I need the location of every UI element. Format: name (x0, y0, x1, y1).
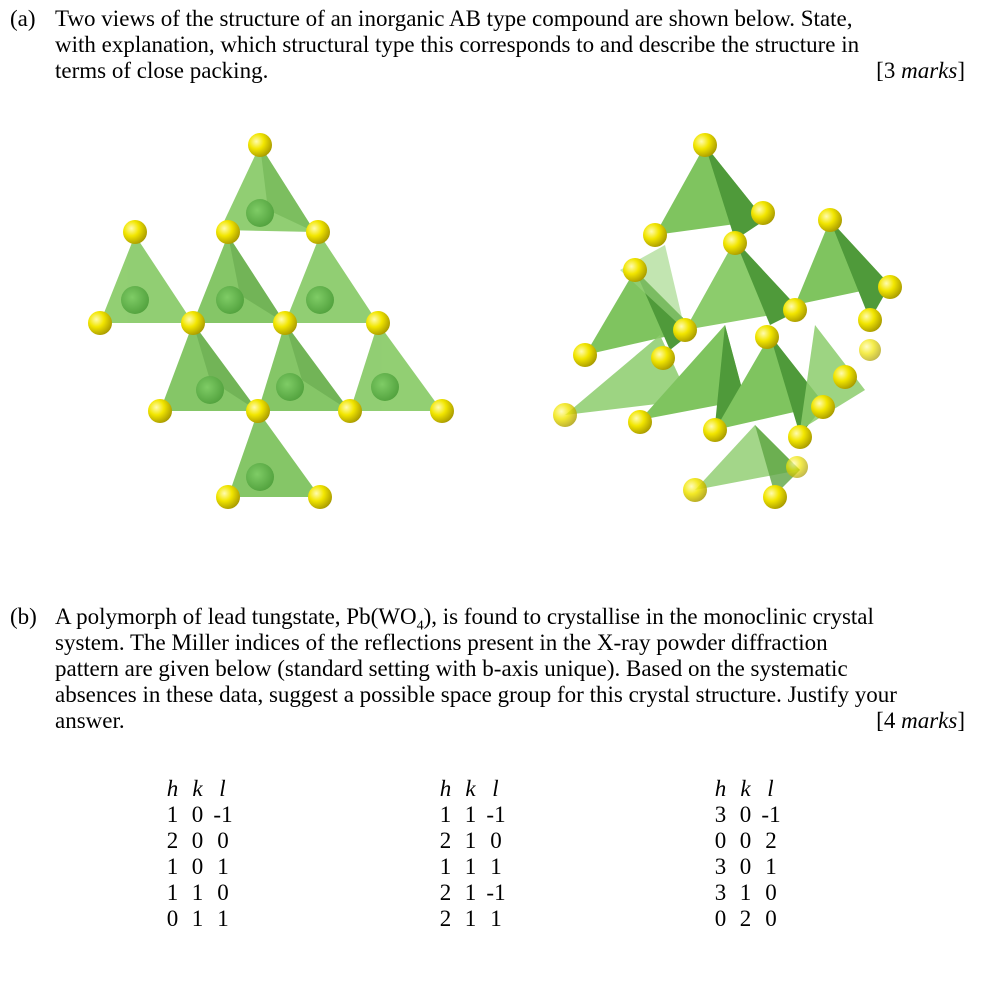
table-row: 3 0 -1 (714, 802, 781, 827)
tetrahedra-3d (565, 145, 890, 495)
table-row: 1 0 -1 (166, 802, 233, 827)
header-h: h (439, 776, 452, 801)
question-b-label: (b) (10, 604, 37, 629)
table-row: 1 1 0 (166, 880, 229, 905)
miller-table-3 (708, 776, 784, 932)
table-row: 1 1 1 (439, 854, 502, 879)
question-b-line-5: answer. (55, 708, 125, 733)
header-k: k (192, 776, 203, 801)
table-row: 0 1 1 (166, 906, 229, 931)
question-b (10, 604, 965, 744)
table-row: 1 1 -1 (439, 802, 506, 827)
table-header (433, 776, 509, 802)
table-row: 0 2 0 (714, 906, 777, 931)
miller-table-2 (433, 776, 509, 932)
question-b-line-2: system. The Miller indices of the reflections present in the X-ray powder diffraction (55, 630, 828, 655)
header-h: h (166, 776, 179, 801)
table-row: 3 1 0 (714, 880, 777, 905)
table-header (160, 776, 236, 802)
question-a-line-3: terms of close packing. (55, 58, 269, 83)
header-k: k (465, 776, 476, 801)
table-row: 2 0 0 (166, 828, 229, 853)
table-row: 2 1 0 (439, 828, 502, 853)
question-b-marks: [4 marks] (876, 708, 965, 733)
tetrahedra-layer (100, 145, 442, 497)
table-row: 1 0 1 (166, 854, 229, 879)
structure-view-left (80, 125, 470, 525)
question-b-line-3: pattern are given below (standard setting with b-axis unique). Based on the systematic (55, 656, 848, 681)
header-l: l (219, 776, 226, 801)
table-row: 2 1 -1 (439, 880, 506, 905)
miller-table-1 (160, 776, 236, 932)
header-h: h (714, 776, 727, 801)
table-row: 2 1 1 (439, 906, 502, 931)
question-a (10, 6, 965, 96)
question-b-line-1: A polymorph of lead tungstate, $Pb(WO_4)$, is found to crystallise in the monoclinic crystal (55, 604, 874, 634)
table-header (708, 776, 784, 802)
structure-view-right (545, 125, 905, 525)
header-l: l (767, 776, 774, 801)
question-a-line-1: Two views of the structure of an inorganic AB type compound are shown below. State, (55, 6, 853, 31)
header-l: l (492, 776, 499, 801)
question-b-line-4: absences in these data, suggest a possible space group for this crystal structure. Justify your (55, 682, 897, 707)
question-a-line-2: with explanation, which structural type this corresponds to and describe the structure in (55, 32, 860, 57)
question-a-label: (a) (10, 6, 36, 31)
table-row: 3 0 1 (714, 854, 777, 879)
question-a-marks: [3 marks] (876, 58, 965, 83)
table-row: 0 0 2 (714, 828, 777, 853)
header-k: k (740, 776, 751, 801)
